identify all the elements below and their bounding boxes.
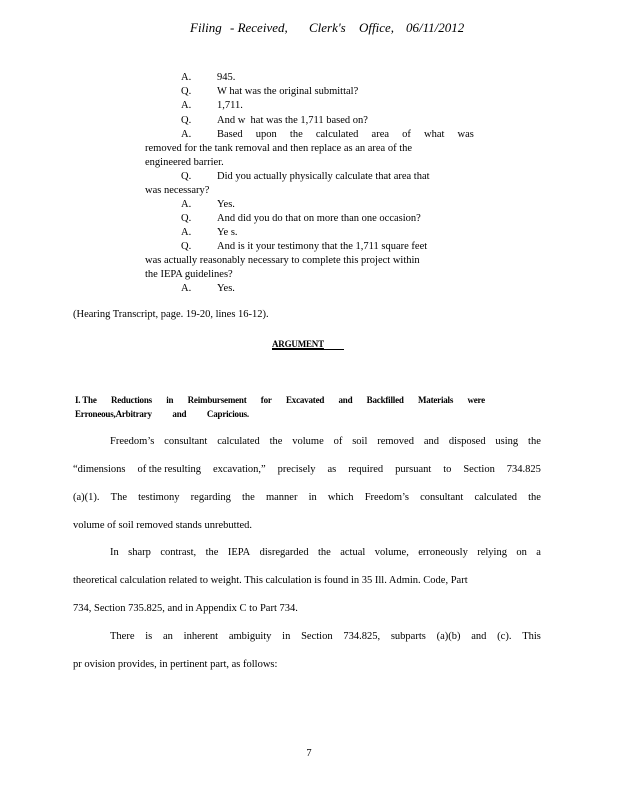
word: 734.825 bbox=[506, 464, 541, 475]
transcript-text: And w hat was the 1,711 based on? bbox=[217, 115, 368, 126]
word: manner bbox=[265, 492, 298, 503]
word: the bbox=[205, 547, 219, 558]
speaker-label: A. bbox=[181, 283, 192, 294]
transcript-continuation: removed for the tank removal and then replace as an area of the bbox=[145, 143, 413, 154]
para2-line-3: 734, Section 735.825, and in Appendix C to Part 734. bbox=[73, 603, 298, 614]
word: Freedom’s bbox=[364, 492, 410, 503]
header-office: Office, bbox=[359, 20, 395, 35]
word: Freedom’s bbox=[110, 436, 155, 447]
speaker-label: Q. bbox=[181, 115, 192, 126]
word: and bbox=[172, 409, 187, 419]
word: and bbox=[471, 631, 487, 642]
word: Materials bbox=[417, 395, 454, 405]
word: Section bbox=[301, 631, 333, 642]
transcript-text: Did you actually physically calculate that area that bbox=[217, 171, 430, 182]
speaker-label: Q. bbox=[181, 86, 192, 97]
transcript-continuation: engineered barrier. bbox=[145, 157, 224, 168]
word: precisely bbox=[277, 464, 316, 475]
heading-line-1 bbox=[75, 395, 485, 405]
word: the bbox=[269, 436, 283, 447]
word: relying bbox=[477, 547, 507, 558]
word: regarding bbox=[190, 492, 231, 503]
para3-line-1 bbox=[110, 630, 541, 644]
transcript-citation: (Hearing Transcript, page. 19-20, lines 16-12). bbox=[73, 309, 269, 320]
word: Section bbox=[463, 464, 495, 475]
word: excavation,” bbox=[212, 464, 266, 475]
word: the bbox=[318, 547, 331, 558]
word: consultant bbox=[420, 492, 464, 503]
word: and bbox=[423, 436, 439, 447]
transcript-continuation: was actually reasonably necessary to complete this project within bbox=[145, 255, 420, 266]
speaker-label: Q. bbox=[181, 171, 192, 182]
transcript-text: 1,711. bbox=[217, 100, 243, 111]
transcript-text: Yes. bbox=[217, 199, 235, 210]
word: in bbox=[166, 395, 174, 405]
transcript-text: And is it your testimony that the 1,711 square feet bbox=[217, 241, 428, 252]
word: In bbox=[110, 547, 119, 558]
transcript-text: Based upon the calculated area of what was bbox=[217, 129, 474, 140]
para1-line-4: volume of soil removed stands unrebutted. bbox=[73, 520, 253, 531]
word: for bbox=[260, 395, 272, 405]
title-underline bbox=[272, 349, 344, 350]
speaker-label: Q. bbox=[181, 241, 192, 252]
speaker-label: A. bbox=[181, 129, 192, 140]
word: “dimensions bbox=[73, 464, 126, 475]
word: subparts bbox=[390, 631, 426, 642]
word: Reimbursement bbox=[187, 395, 247, 405]
word: in bbox=[308, 492, 317, 503]
page-number: 7 bbox=[306, 748, 312, 759]
header-date: 06/11/2012 bbox=[406, 20, 465, 35]
word: Reductions bbox=[110, 395, 152, 405]
word: Capricious. bbox=[206, 409, 249, 419]
word: contrast, bbox=[160, 547, 197, 558]
transcript-text: W hat was the original submittal? bbox=[217, 86, 359, 97]
word: soil bbox=[352, 436, 368, 447]
header-filing: Filing bbox=[190, 20, 222, 35]
word: the bbox=[528, 492, 541, 503]
transcript-text: Yes. bbox=[217, 283, 235, 294]
word: (c). bbox=[497, 631, 512, 642]
para1-line-3 bbox=[73, 491, 541, 505]
header-received: - Received, bbox=[230, 20, 288, 35]
para3-line-2: pr ovision provides, in pertinent part, as follows: bbox=[73, 659, 278, 670]
speaker-label: A. bbox=[181, 100, 192, 111]
word: on bbox=[516, 547, 527, 558]
word: 734.825, bbox=[343, 631, 381, 642]
word: of the resulting bbox=[137, 464, 202, 475]
word: which bbox=[327, 492, 354, 503]
word: inherent bbox=[183, 631, 219, 642]
word: disregarded bbox=[259, 547, 309, 558]
word: an bbox=[163, 631, 173, 642]
word: IEPA bbox=[227, 547, 251, 558]
word: to bbox=[443, 464, 452, 475]
transcript-text: 945. bbox=[217, 72, 236, 83]
transcript-text: Ye s. bbox=[217, 227, 238, 238]
word: (a)(1). bbox=[73, 492, 100, 503]
word: ambiguity bbox=[228, 631, 272, 642]
word: volume, bbox=[374, 547, 409, 558]
header-clerks: Clerk's bbox=[309, 20, 346, 35]
word: The bbox=[110, 492, 127, 503]
para2-line-1 bbox=[110, 546, 541, 560]
word: Backfilled bbox=[366, 395, 404, 405]
para1-line-2 bbox=[73, 463, 541, 477]
transcript-text: And did you do that on more than one occasion? bbox=[217, 213, 421, 224]
transcript-continuation: the IEPA guidelines? bbox=[145, 269, 233, 280]
word: There bbox=[110, 631, 135, 642]
para1-line-1 bbox=[110, 435, 541, 449]
word: erroneously bbox=[418, 547, 468, 558]
speaker-label: A. bbox=[181, 72, 192, 83]
word: as bbox=[327, 464, 337, 475]
word: volume bbox=[292, 436, 324, 447]
word: disposed bbox=[448, 436, 486, 447]
word: is bbox=[145, 631, 153, 642]
word: in bbox=[282, 631, 291, 642]
word: calculated bbox=[217, 436, 260, 447]
section-title: ARGUMENT bbox=[272, 339, 324, 349]
word: Erroneous,Arbitrary bbox=[75, 409, 152, 419]
word: sharp bbox=[128, 547, 151, 558]
word: a bbox=[536, 547, 541, 558]
word: pursuant bbox=[395, 464, 432, 475]
word: the bbox=[528, 436, 541, 447]
speaker-label: A. bbox=[181, 227, 192, 238]
word: testimony bbox=[138, 492, 180, 503]
word: the bbox=[242, 492, 255, 503]
heading-line-2 bbox=[75, 409, 249, 419]
speaker-label: Q. bbox=[181, 213, 192, 224]
word: actual bbox=[340, 547, 366, 558]
transcript-continuation: was necessary? bbox=[145, 185, 210, 196]
para2-line-2: theoretical calculation related to weight. This calculation is found in 35 Ill. Admin. Code, Part bbox=[73, 575, 468, 586]
word: removed bbox=[377, 436, 414, 447]
word: calculated bbox=[474, 492, 517, 503]
word: I. The bbox=[75, 395, 97, 405]
word: Excavated bbox=[285, 395, 325, 405]
speaker-label: A. bbox=[181, 199, 192, 210]
word: consultant bbox=[164, 436, 208, 447]
word: (a)(b) bbox=[436, 631, 461, 642]
word: required bbox=[348, 464, 384, 475]
word: using bbox=[495, 436, 519, 447]
word: This bbox=[522, 631, 541, 642]
word: of bbox=[333, 436, 343, 447]
word: were bbox=[467, 395, 485, 405]
word: and bbox=[338, 395, 353, 405]
